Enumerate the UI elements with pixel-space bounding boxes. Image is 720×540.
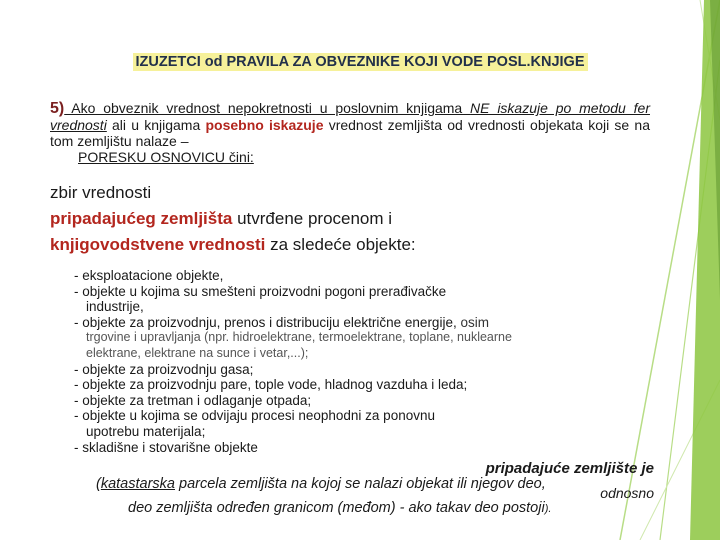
- statement-line-1: zbir vrednosti: [50, 183, 152, 202]
- footer-text: parcela zemljišta na kojoj se nalazi objekat ili njegov deo,: [175, 476, 546, 492]
- footer-line-4: [128, 500, 551, 516]
- list-item: [74, 315, 664, 362]
- footer-line-2: [96, 476, 546, 492]
- footer-line-1: pripadajuće zemljište je: [485, 460, 654, 477]
- statement-line-3: [50, 232, 670, 258]
- statement-red-2: knjigovodstvene vrednosti: [50, 235, 266, 254]
- list-item-cont: trgovine i upravljanja (npr. hidroelektrane, termoelektrane, toplane, nuklearne: [86, 330, 512, 345]
- list-item-text: - objekte za proizvodnju, prenos i distribuciju električne energije,: [74, 314, 457, 330]
- intro-text-5: vrednost zemljišta od vrednosti objekata koji se na tom zemljištu nalaze –: [50, 117, 650, 149]
- footer-underlined: katastarska: [100, 476, 175, 492]
- footer-paren: ).: [544, 503, 552, 515]
- list-item: - skladišne i stovarišne objekte: [74, 439, 258, 455]
- list-item: - objekte za proizvodnju gasa;: [74, 361, 254, 377]
- slide-title: [0, 54, 720, 70]
- statement-mid: utvrđene procenom i: [232, 209, 393, 228]
- footer-line-3: odnosno: [600, 485, 654, 501]
- list-item-text: osim: [456, 314, 489, 330]
- statement-red-1: pripadajućeg zemljišta: [50, 209, 233, 228]
- list-item-cont: industrije,: [86, 299, 144, 315]
- list-item-cont: upotrebu materijala;: [86, 423, 206, 439]
- list-item: - objekte za tretman i odlaganje otpada;: [74, 392, 312, 408]
- list-item-text: - objekte u kojima se odvijaju procesi neophodni za ponovnu: [74, 408, 435, 424]
- list-item: - eksploatacione objekte,: [74, 268, 224, 283]
- footer-text: deo zemljišta određen granicom (međom) - ako takav deo postoji: [128, 500, 545, 516]
- intro-text-1: Ako obveznik vrednost nepokretnosti u poslovnim knjigama: [64, 100, 471, 116]
- object-list: [74, 268, 664, 455]
- statement-end: za sledeće objekte:: [265, 235, 416, 254]
- main-statement: [50, 180, 670, 258]
- list-item: - objekte za proizvodnju pare, tople vode, hladnog vazduha i leda;: [74, 377, 468, 393]
- intro-emphasis: posebno iskazuje: [205, 117, 324, 133]
- statement-line-2: [50, 206, 670, 232]
- intro-text-2: NE iskazuje po metodu fer vrednosti: [50, 100, 650, 133]
- intro-text-3: ali u knjigama: [106, 117, 206, 133]
- footer-paren: (: [96, 476, 101, 492]
- title-text: IZUZETCI od PRAVILA ZA OBVEZNIKE KOJI VODE POSL.KNJIGE: [133, 53, 588, 71]
- list-item-cont: elektrane, elektrane na sunce i vetar,...);: [86, 345, 309, 360]
- list-item-text: - objekte u kojima su smešteni proizvodni pogoni prerađivačke: [74, 283, 447, 299]
- intro-text-6: PORESKU OSNOVICU čini:: [78, 149, 254, 165]
- intro-paragraph: [50, 100, 650, 165]
- list-item: [74, 408, 664, 439]
- list-item: [74, 284, 664, 315]
- item-number: 5): [50, 100, 65, 117]
